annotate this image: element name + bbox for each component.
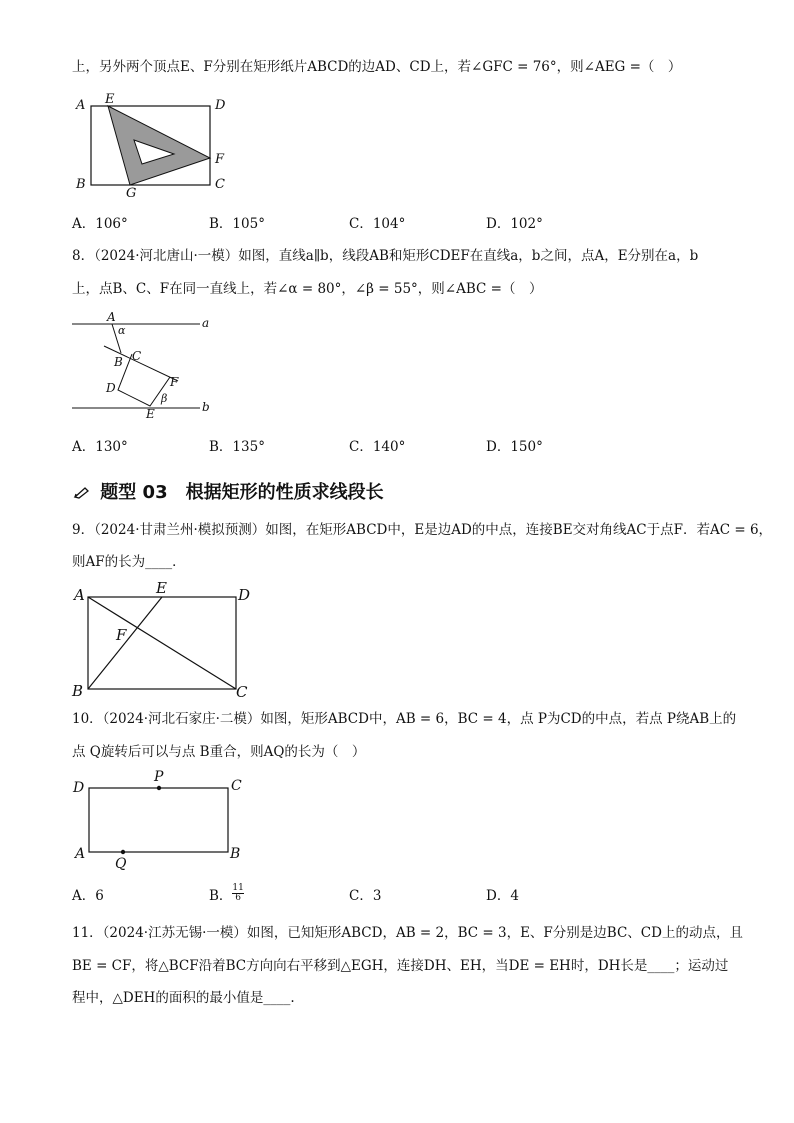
q8-option-d[interactable]: D．150°	[486, 439, 543, 455]
section-title: 题型 03 根据矩形的性质求线段长	[100, 482, 384, 503]
q9-diagonal-AC	[88, 597, 236, 689]
q8-label-E: E	[146, 407, 155, 421]
q10-figure	[70, 768, 260, 872]
q7-label-B: B	[76, 177, 86, 192]
q8-figure	[70, 310, 220, 420]
q10-label-A: A	[75, 846, 86, 862]
q9-label-E: E	[156, 579, 167, 597]
q10-label-P: P	[154, 769, 164, 785]
q7-figure	[70, 92, 230, 201]
q10-rectangle	[89, 788, 228, 852]
q11-line-3: 程中，△DEH的面积的最小值是____.	[72, 990, 295, 1006]
q9-label-B: B	[72, 682, 84, 700]
q10-option-d[interactable]: D．4	[486, 888, 519, 904]
q10-fraction-numerator: 11	[232, 883, 244, 893]
q10-option-b[interactable]	[209, 883, 244, 906]
q9-label-D: D	[238, 586, 251, 604]
q8-line-1: 8．（2024·河北唐山·一模）如图，直线a∥b，线段AB和矩形CDEF在直线a，b之间，点A，E分别在a，b	[72, 248, 699, 264]
q9-label-F: F	[116, 626, 127, 644]
q8-label-F: F	[170, 375, 179, 389]
q11-line-2: BE = CF，将△BCF沿着BC方向向右平移到△EGH，连接DH、EH，当DE = EH时，DH长是____；运动过	[72, 958, 729, 974]
q7-text: 上，另外两个顶点E、F分别在矩形纸片ABCD的边AD、CD上，若∠GFC = 76°，则∠AEG =（ ）	[72, 59, 682, 75]
q7-label-A: A	[76, 98, 86, 113]
q10-option-c[interactable]: C．3	[349, 888, 382, 904]
q8-line-2: 上，点B、C、F在同一直线上，若∠α = 80°，∠β = 55°，则∠ABC =（ ）	[72, 281, 543, 297]
q8-label-alpha: α	[118, 324, 126, 337]
q10-label-Q: Q	[115, 856, 127, 872]
q10-fraction-denominator: 6	[235, 893, 242, 903]
q9-label-C: C	[236, 683, 248, 701]
q8-label-beta: β	[161, 392, 168, 405]
q10-line-2: 点 Q旋转后可以与点 B重合，则AQ的长为（ ）	[72, 744, 366, 760]
q7-label-E: E	[105, 92, 115, 107]
q11-line-1: 11．（2024·江苏无锡·一模）如图，已知矩形ABCD，AB = 2，BC = 3，E、F分别是边BC、CD上的动点，且	[72, 925, 743, 941]
q10-option-a[interactable]: A．6	[72, 888, 104, 904]
q8-option-c[interactable]: C．140°	[349, 439, 406, 455]
q8-label-A: A	[107, 310, 116, 324]
q10-label-C: C	[231, 778, 242, 794]
q8-label-D: D	[106, 381, 116, 395]
q7-label-C: C	[215, 177, 225, 192]
q8-option-a[interactable]: A．130°	[72, 439, 128, 455]
q10-point-Q	[121, 850, 125, 854]
q8-label-b: b	[202, 400, 210, 414]
pencil-icon	[74, 483, 94, 504]
q10-label-D: D	[73, 780, 85, 796]
q7-label-G: G	[126, 186, 137, 201]
q10-option-b-label: B．	[209, 888, 233, 904]
q10-point-P	[157, 786, 161, 790]
q10-label-B: B	[230, 846, 241, 862]
q7-triangle-ruler	[108, 106, 210, 185]
section-heading	[74, 478, 384, 504]
q7-option-d[interactable]: D．102°	[486, 216, 543, 232]
q7-option-a[interactable]: A．106°	[72, 216, 128, 232]
q7-option-c[interactable]: C．104°	[349, 216, 406, 232]
q9-line-2: 则AF的长为____．	[72, 554, 186, 570]
q8-label-C: C	[132, 349, 142, 363]
q7-label-D: D	[215, 98, 226, 113]
q8-option-b[interactable]: B．135°	[209, 439, 265, 455]
q8-label-B: B	[114, 355, 123, 369]
q10-option-b-fraction	[232, 884, 243, 903]
q7-label-F: F	[215, 152, 225, 167]
q10-line-1: 10．（2024·河北石家庄·二模）如图，矩形ABCD中，AB = 6，BC = 4，点 P为CD的中点，若点 P绕AB上的	[72, 711, 737, 727]
q7-option-b[interactable]: B．105°	[209, 216, 265, 232]
q9-figure	[70, 580, 260, 700]
q9-label-A: A	[74, 586, 85, 604]
q9-line-1: 9．（2024·甘肃兰州·模拟预测）如图，在矩形ABCD中，E是边AD的中点，连接BE交对角线AC于点F．若AC = 6，	[72, 522, 773, 538]
q8-label-a: a	[202, 316, 210, 330]
